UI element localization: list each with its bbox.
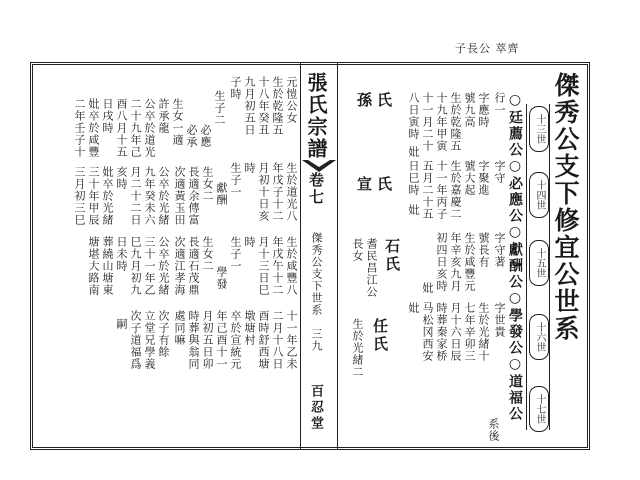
l-col56: 處同嘛 — [173, 310, 186, 346]
r-col18: 妣 — [407, 204, 420, 216]
r-col6: 十一月二十 — [421, 92, 434, 152]
l-col32: 三月初三巳 — [73, 166, 86, 226]
l-col16: 二年壬子十 — [73, 98, 86, 158]
r-col5: 十九年甲寅 — [435, 92, 448, 152]
l-col17: 生於道光八 — [285, 162, 298, 222]
l-col26: 公卒於光緒 — [157, 166, 170, 226]
l-col47: 塘堪大路南 — [87, 236, 100, 296]
l-col37: 生子一 — [229, 236, 242, 272]
r-col35: 马松冈西安 — [421, 302, 434, 362]
l-col31: 三十年甲辰 — [87, 166, 100, 226]
r-col15: 十一年丙子 — [435, 160, 448, 220]
l-col1: 元愷公女 — [285, 76, 298, 124]
l-col35: 月十三日巳 — [257, 236, 270, 296]
l-col24: 長適余傳富 — [187, 166, 200, 226]
l-col9: 生女一適 — [171, 98, 184, 146]
l-col60: 嗣 — [115, 318, 128, 330]
lineage-title: 傑秀公支下修宜公世系 — [551, 72, 580, 342]
l-col12: 二十九年己 — [129, 98, 142, 158]
l-col2: 生於乾隆五 — [271, 76, 284, 136]
l-col5: 子時 — [229, 76, 242, 100]
book-title: 張氏宗譜 — [304, 72, 328, 160]
l-col52: 卒於宣統元 — [229, 310, 242, 370]
r-col4: 生於乾隆五 — [449, 92, 462, 152]
r-col24: 年辛亥九月 — [449, 232, 462, 292]
l-col59: 次子道福爲 — [129, 310, 142, 370]
l-col8: 必承 — [185, 124, 198, 148]
l-col11: 公卒於道光 — [143, 98, 156, 158]
r-col8: 妣 — [407, 146, 420, 158]
r-col14: 生於嘉慶二 — [449, 160, 462, 220]
r-col30: 字世貴 — [493, 302, 506, 338]
generation-15: 十五世 — [529, 240, 549, 286]
r-col3: 號九高 — [463, 92, 476, 128]
l-col14: 日戌時 — [101, 98, 114, 134]
l-col57: 次子有餘 — [157, 310, 170, 358]
r-col17: 日巳時 — [407, 160, 420, 196]
l-col3: 十八年癸丑 — [257, 76, 270, 136]
r-col26: 妣 — [421, 282, 434, 294]
r-col36: 妣 — [407, 302, 420, 314]
l-col41: 次適江孝海 — [173, 236, 186, 296]
l-col51: 墩塘村 — [243, 310, 256, 346]
generation-17: 十七世 — [529, 386, 549, 432]
l-col58: 立堂兄學義 — [143, 310, 156, 370]
r-col38: 生於光緒二 — [351, 318, 364, 378]
r-col28: 耆民昌江公 — [365, 238, 378, 298]
spine-subtitle: 傑秀公支下世系 三九 — [310, 232, 323, 352]
l-col36: 時 — [243, 236, 256, 248]
r-col1: 行一 — [493, 92, 506, 116]
l-col42: 公卒於光緒 — [157, 236, 170, 296]
r-col2: 字應時 — [477, 92, 490, 128]
r-col31: 生於光緒十 — [477, 302, 490, 362]
l-col53: 年己酉十一 — [215, 310, 228, 370]
l-col44: 巳九月初九 — [129, 236, 142, 296]
generation-14: 十四世 — [529, 172, 549, 218]
l-col50: 酉時舒西塘 — [257, 310, 270, 370]
l-col27: 九年癸未六 — [143, 166, 156, 226]
header-note: 子長公 萃齊 — [455, 42, 520, 55]
l-col29: 亥時 — [115, 166, 128, 190]
l-col54: 月初五日卯 — [201, 310, 214, 370]
r-col25: 初四日亥時 — [435, 232, 448, 292]
l-col19: 月初十日亥 — [257, 162, 270, 222]
l-col18: 年戊子十二 — [271, 162, 284, 222]
l-col33: 生於咸豐八 — [285, 236, 298, 296]
volume-label: 卷七 — [307, 172, 325, 206]
r-col20: 宣 — [355, 176, 373, 194]
generation-13: 十三世 — [529, 106, 549, 152]
r-col12: 字聚進 — [477, 160, 490, 196]
l-col4: 九月初五日 — [243, 76, 256, 136]
r-col22: 號長有 — [477, 232, 490, 268]
l-col39: 生女二 — [201, 236, 214, 272]
l-col30: 妣卒於光緒 — [101, 166, 114, 226]
l-col43: 三十一年乙 — [143, 236, 156, 296]
l-col46: 葬繞山塘東 — [101, 236, 114, 296]
r-col34: 時葬秦家桥 — [435, 302, 448, 362]
l-col23: 生女二 — [201, 166, 214, 202]
r-col21: 字守著 — [493, 232, 506, 268]
r-col19: 氏 — [375, 176, 393, 194]
l-col22: 獻酬 — [215, 182, 228, 206]
r-col7: 八日寅時 — [407, 92, 420, 140]
l-col49: 二月十八日 — [271, 310, 284, 370]
r-col29: 長女 — [351, 238, 364, 262]
l-col15: 妣卒於咸豐 — [87, 98, 100, 158]
lineage-chain: ○廷薦公○必應公○獻酬公○學發公○道福公 — [507, 92, 523, 422]
hall-name: 百忍堂 — [308, 384, 323, 432]
l-col20: 時 — [243, 162, 256, 174]
l-col6: 生子二 — [213, 90, 226, 126]
r-col10: 孫 — [355, 92, 373, 110]
r-col9: 氏 — [375, 92, 393, 110]
l-col28: 月二十二日 — [129, 166, 142, 226]
r-col27: 石氏 — [383, 238, 401, 274]
l-col38: 學發 — [215, 266, 228, 290]
r-col23: 生於咸豐元 — [463, 232, 476, 292]
l-col21: 生子一 — [229, 162, 242, 198]
l-col7: 必應 — [199, 124, 212, 148]
l-col34: 年戊午十二 — [271, 236, 284, 296]
r-col33: 月十六日辰 — [449, 302, 462, 362]
r-col37: 任氏 — [371, 318, 389, 354]
l-col40: 長適石茂鼎 — [187, 236, 200, 296]
l-col45: 日未時 — [115, 236, 128, 272]
r-col16: 五月二十五 — [421, 160, 434, 220]
l-col48: 十一年乙未 — [285, 310, 298, 370]
r-col13: 號大起 — [463, 160, 476, 196]
r-col32: 七年辛卯三 — [463, 302, 476, 362]
l-col25: 次適黃玉田 — [173, 166, 186, 226]
l-col10: 許承龍 — [157, 98, 170, 134]
continuation-note: 系後 — [487, 418, 500, 442]
l-col13: 酉八月十五 — [115, 98, 128, 158]
l-col55: 時葬與翁同 — [187, 310, 200, 370]
r-col11: 字守 — [493, 160, 506, 184]
generation-16: 十六世 — [529, 314, 549, 360]
